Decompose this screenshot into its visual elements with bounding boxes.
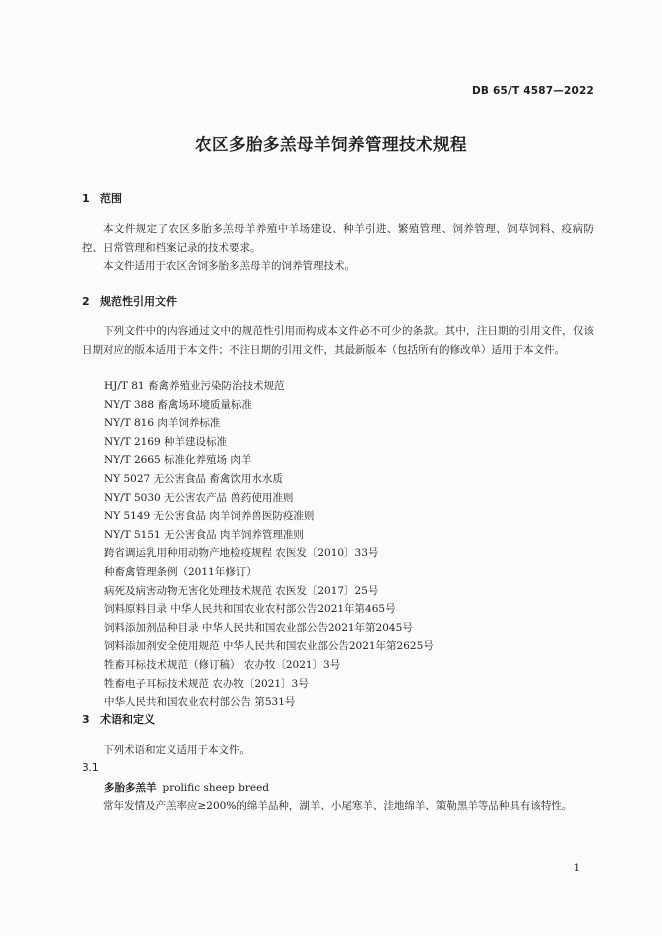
reference-list: [104, 377, 434, 712]
reference-item: 病死及病害动物无害化处理技术规范 农医发〔2017〕25号: [104, 584, 379, 597]
section-number: 2: [82, 295, 90, 308]
normative-intro: 下列文件中的内容通过文中的规范性引用而构成本文件必不可少的条款。其中，注日期的引用文件，仅该日期对应的版本适用于本文件；不注日期的引用文件，其最新版本（包括所有的修改单）适用于本文件。: [82, 325, 594, 356]
section-title: 范围: [100, 192, 122, 205]
reference-item: 中华人民共和国农业农村部公告 第531号: [104, 696, 296, 709]
reference-item: 牲畜耳标技术规范（修订稿） 农办牧〔2021〕3号: [104, 658, 341, 671]
page-number: 1: [573, 862, 580, 874]
reference-item: 牲畜电子耳标技术规范 农办牧〔2021〕3号: [104, 677, 309, 690]
term-entry: [104, 780, 269, 795]
reference-item: NY/T 5151 无公害食品 肉羊饲养管理准则: [104, 528, 304, 541]
section-number: 3: [82, 713, 90, 726]
terms-intro: 下列术语和定义适用于本文件。: [103, 744, 250, 756]
scope-paragraph-1: 本文件规定了农区多胎多羔母羊养殖中羊场建设、种羊引进、繁殖管理、饲养管理、饲草饲料、疫病防控、日常管理和档案记录的技术要求。: [82, 223, 594, 254]
standard-code: DB 65/T 4587—2022: [472, 85, 594, 97]
term-definition: 常年发情及产羔率应≥200%的绵羊品种，湖羊、小尾寒羊、洼地绵羊、策勒黑羊等品种具有该特性。: [103, 800, 573, 812]
section-title: 规范性引用文件: [100, 295, 177, 308]
reference-item: 饲料原料目录 中华人民共和国农业农村部公告2021年第465号: [104, 603, 396, 616]
reference-item: 饲料添加剂品种目录 中华人民共和国农业部公告2021年第2045号: [104, 621, 413, 634]
reference-item: NY/T 5030 无公害农产品 兽药使用准则: [104, 491, 294, 504]
scope-paragraph-2: 本文件适用于农区舍饲多胎多羔母羊的饲养管理技术。: [103, 260, 355, 272]
section-number: 1: [82, 192, 90, 205]
reference-item: NY/T 2665 标准化养殖场 肉羊: [104, 454, 252, 467]
subclause-number: 3.1: [82, 762, 99, 774]
reference-item: NY/T 388 畜禽场环境质量标准: [104, 398, 252, 411]
section-3-heading: [82, 711, 155, 727]
reference-item: NY 5149 无公害食品 肉羊饲养兽医防疫准则: [104, 510, 315, 523]
section-1-heading: [82, 190, 122, 206]
section-title: 术语和定义: [100, 713, 155, 726]
term-chinese: 多胎多羔羊: [104, 782, 157, 794]
reference-item: NY 5027 无公害食品 畜禽饮用水水质: [104, 472, 283, 485]
reference-item: NY/T 2169 种羊建设标准: [104, 435, 228, 448]
reference-item: HJ/T 81 畜禽养殖业污染防治技术规范: [104, 380, 285, 392]
section-2-heading: [82, 293, 177, 309]
reference-item: NY/T 816 肉羊饲养标准: [104, 417, 221, 430]
term-english: prolific sheep breed: [162, 782, 270, 794]
reference-item: 种畜禽管理条例（2011年修订）: [104, 565, 257, 578]
document-title: 农区多胎多羔母羊饲养管理技术规程: [195, 135, 467, 154]
reference-item: 跨省调运乳用种用动物产地检疫规程 农医发〔2010〕33号: [104, 547, 379, 560]
reference-item: 饲料添加剂安全使用规范 中华人民共和国农业部公告2021年第2625号: [104, 640, 434, 653]
